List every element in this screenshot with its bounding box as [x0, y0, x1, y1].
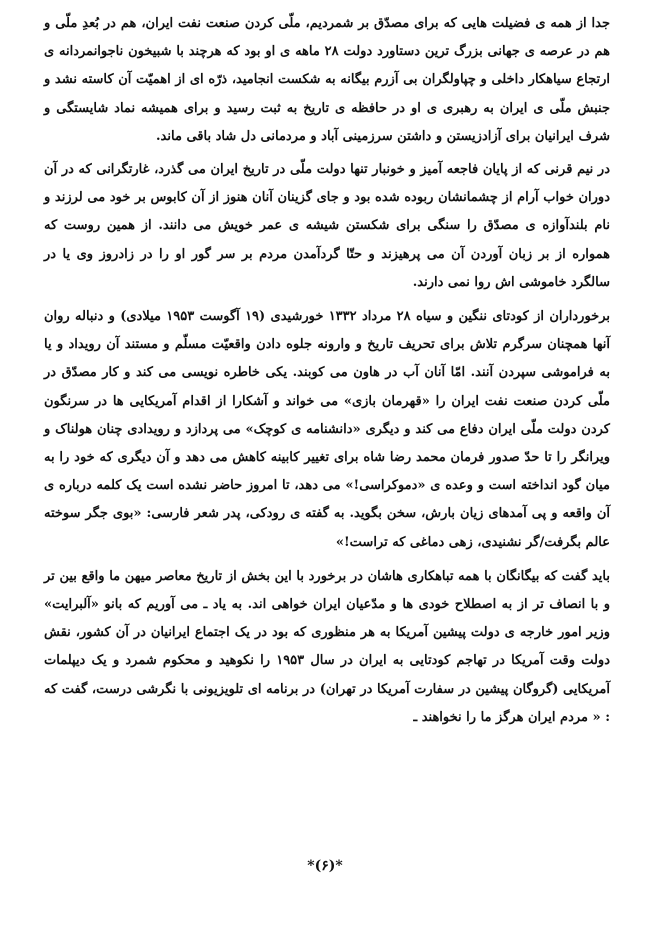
paragraph-1: جدا از همه ی فضیلت هایی که برای مصدّق بر شمردیم، ملّی کردن صنعت نفت ایران، هم در بُعدِ ملّی و هم در عرصه ی جهانی بزرگ ترین دستاورد دولت ۲۸ ماهه ی او بود که هرچند با شبیخون ناجوانمردانه ی ارتجاع سیاهکار داخلی و چپاولگران بی آزرم بیگانه به شکست انجامید، ذرّه ای از اهمیّت آن کاسته نشد و جنبش ملّی ی ایران به رهبری ی او در حافظه ی تاریخ به ثبت رسید و برای همیشه نماد شایستگی و شرف ایرانیان برای آزادزیستن و داشتن سرزمینی آباد و مردمانی دل شاد باقی ماند.	[44, 16, 610, 144]
paragraph-4: باید گفت که بیگانگان با همه تباهکاری هاشان در برخورد با این بخش از تاریخ معاصر میهن ما واقع بین تر و با انصاف تر از به اصطلاح خودی ها و مدّعیان ایران خواهی اند. به یاد ـ می آوریم که بانو «آلبرایت» وزیر امور خارجه ی دولت پیشین آمریکا به هر منظوری که بود در یک اجتماع ایرانیان در آن کشور، نقش دولت وقت آمریکا در تهاجم کودتایی به ایران در سال ۱۹۵۳ را نکوهید و محکوم شمرد و یک دیپلمات آمریکایی (گروگان پیشین در سفارت آمریکا در تهران) در برنامه ای تلویزیونی با نگرشی درست، گفت که : « مردم ایران هرگز ما را نخواهند ـ	[44, 568, 610, 725]
body-text	[44, 10, 610, 738]
page-number: *(۶)*	[307, 858, 343, 874]
paragraph-3: برخورداران از کودتای ننگین و سیاه ۲۸ مرداد ۱۳۳۲ خورشیدی (۱۹ آگوست ۱۹۵۳ میلادی) و دنباله روان آنها همچنان سرگرم تلاش برای تحریف تاریخ و وارونه جلوه دادن واقعیّت مسلّم و مستند آن رویداد و یا به فراموشی سپردن آنند. امّا آنان آب در هاون می کوبند. یکی خاطره نویسی می کند و کار مصدّق در ملّی کردن صنعت نفت ایران را «قهرمان بازی» می خواند و آشکارا از اقدام آمریکایی ها در سرنگون کردن دولت ملّی ایران دفاع می کند و دیگری «دانشنامه ی کوچک» می پردازد و رویدادی چنان هولناک و ویرانگر را تا حدّ صدور فرمان محمد رضا شاه برای تغییر کابینه کاهش می دهد و آن دیگری که خود را به میان گود انداخته است و وعده ی «دموکراسی!» می دهد، تا امروز حاضر نشده است یک کلمه درباره ی آن واقعه و پی آمدهای زیان بارش، سخن بگوید. به گفته ی رودکی، پدر شعر فارسی: «بوی جگر سوخته عالم بگرفت/گر نشنیدی، زهی دماغی که تراست!»	[44, 309, 610, 550]
paragraph-2: در نیم قرنی که از پایان فاجعه آمیز و خونبار تنها دولت ملّی در تاریخ ایران می گذرد، غارتگرانی که در آن دوران خواب آرام از چشمانشان ربوده شده بود و جای گزینان آنان هنوز از آن کابوس بر خود می لرزند و نام بلندآوازه ی مصدّق را سنگی برای شکستن شیشه ی عمر خویش می دانند. از همین روست که همواره از بر زبان آوردن آن می پرهیزند و حتّا گردآمدن مردم بر سر گور او را در زادروز وی یا در سالگرد خاموشی اش روا نمی دارند.	[44, 162, 610, 290]
